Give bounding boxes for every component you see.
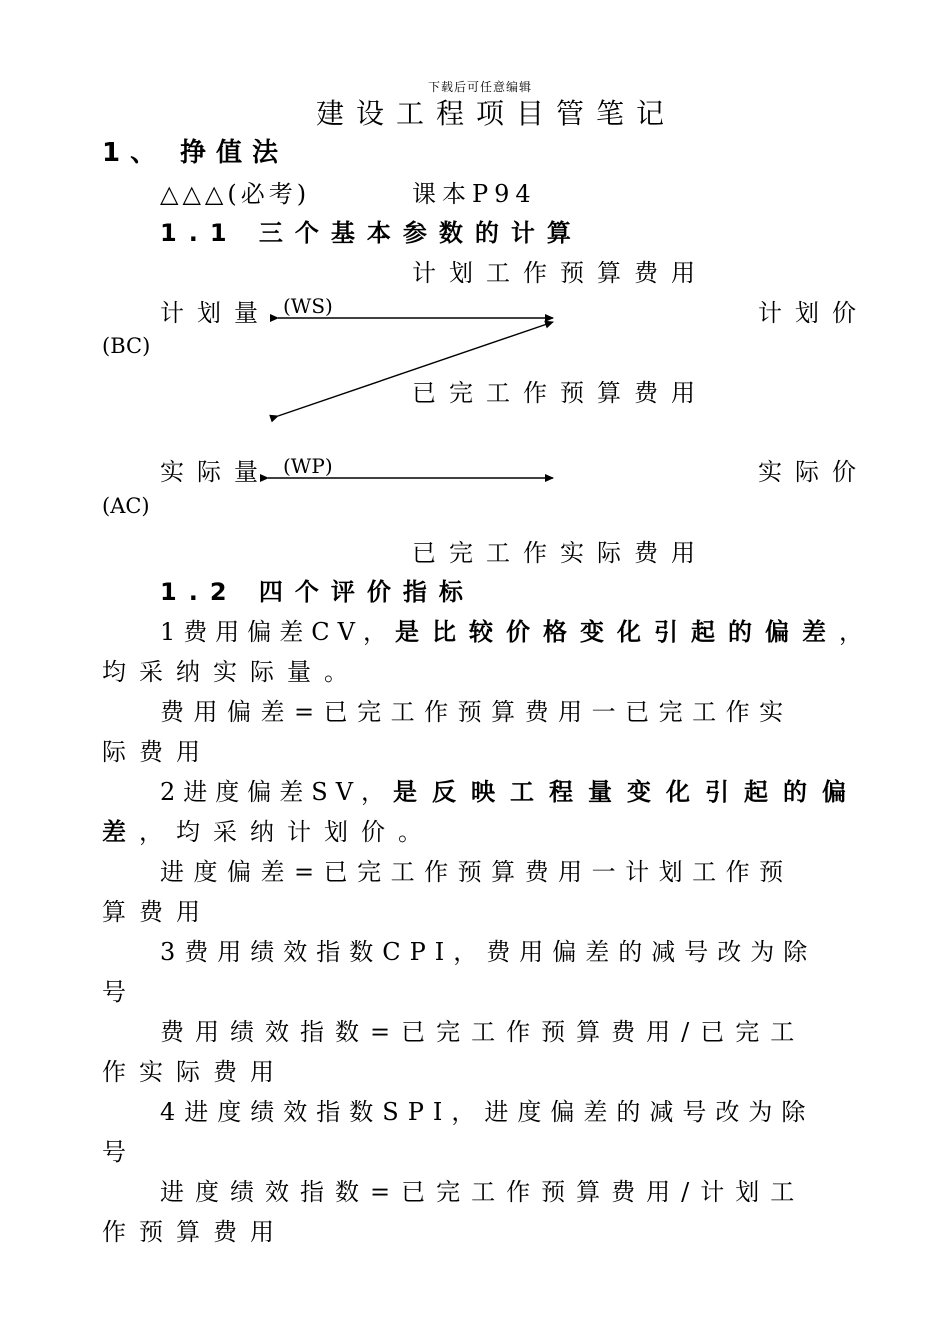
label-bc: (BC) [102, 334, 151, 358]
cv-definition-cont: 均采纳实际量。 [102, 658, 361, 686]
sv-formula: 进度偏差=已完工作预算费用一计划工作预 [160, 858, 793, 886]
page-header: 下载后可任意编辑 [428, 80, 533, 94]
cv-formula: 费用偏差=已完工作预算费用一已完工作实 [160, 698, 793, 726]
label-actual-cost: 已完工作实际费用 [412, 539, 708, 567]
section-title: 挣值法 [180, 138, 289, 168]
label-earned-budget-cost: 已完工作预算费用 [412, 379, 708, 407]
cpi-formula-cont: 作实际费用 [102, 1058, 287, 1086]
label-planned-quantity: 计划量 [160, 299, 271, 327]
cpi-definition-cont: 号 [102, 978, 126, 1006]
cv-comma: ， [838, 618, 871, 646]
sv-emphasis-end: 差 [102, 818, 139, 846]
page-title: 建设工程项目管笔记 [316, 97, 677, 130]
sv-definition-cont [102, 812, 435, 847]
cpi-definition: 3费用绩效指数CPI，费用偏差的减号改为除 [160, 938, 817, 966]
cv-lead: 1费用偏差CV， [160, 618, 395, 646]
spi-definition: 4进度绩效指数SPI，进度偏差的减号改为除 [160, 1098, 815, 1126]
label-planned-price: 计划价 [758, 299, 869, 327]
sv-emphasis: 是反映工程量变化引起的偏 [393, 778, 862, 806]
label-actual-quantity: 实际量 [160, 458, 271, 486]
sv-formula-cont: 算费用 [102, 898, 213, 926]
textbook-ref: 课本P94 [412, 180, 537, 208]
cv-definition [160, 612, 871, 647]
spi-definition-cont: 号 [102, 1138, 126, 1166]
spi-formula: 进度绩效指数=已完工作预算费用/计划工 [160, 1178, 806, 1206]
spi-formula-cont: 作预算费用 [102, 1218, 287, 1246]
sv-definition [160, 772, 861, 807]
label-actual-price: 实际价 [758, 458, 869, 486]
cv-formula-cont: 际费用 [102, 738, 213, 766]
cv-emphasis: 是比较价格变化引起的偏差 [394, 618, 839, 646]
subsection-1-2: 1.2 四个评价指标 [160, 578, 475, 606]
must-mark: △△△(必考) [160, 180, 311, 208]
cpi-formula: 费用绩效指数=已完工作预算费用/已完工 [160, 1018, 806, 1046]
sv-lead: 2进度偏差SV， [160, 778, 394, 806]
label-planned-budget-cost: 计划工作预算费用 [412, 259, 708, 287]
label-ac: (AC) [102, 494, 150, 518]
subsection-1-1: 1.1 三个基本参数的计算 [160, 219, 583, 247]
section-number: 1、 [102, 138, 167, 168]
label-ws: (WS) [283, 294, 333, 318]
arrow-diagram [0, 0, 950, 600]
sv-rest: ，均采纳计划价。 [139, 818, 435, 846]
arrow-diagonal [278, 322, 553, 416]
label-wp: (WP) [283, 454, 333, 478]
